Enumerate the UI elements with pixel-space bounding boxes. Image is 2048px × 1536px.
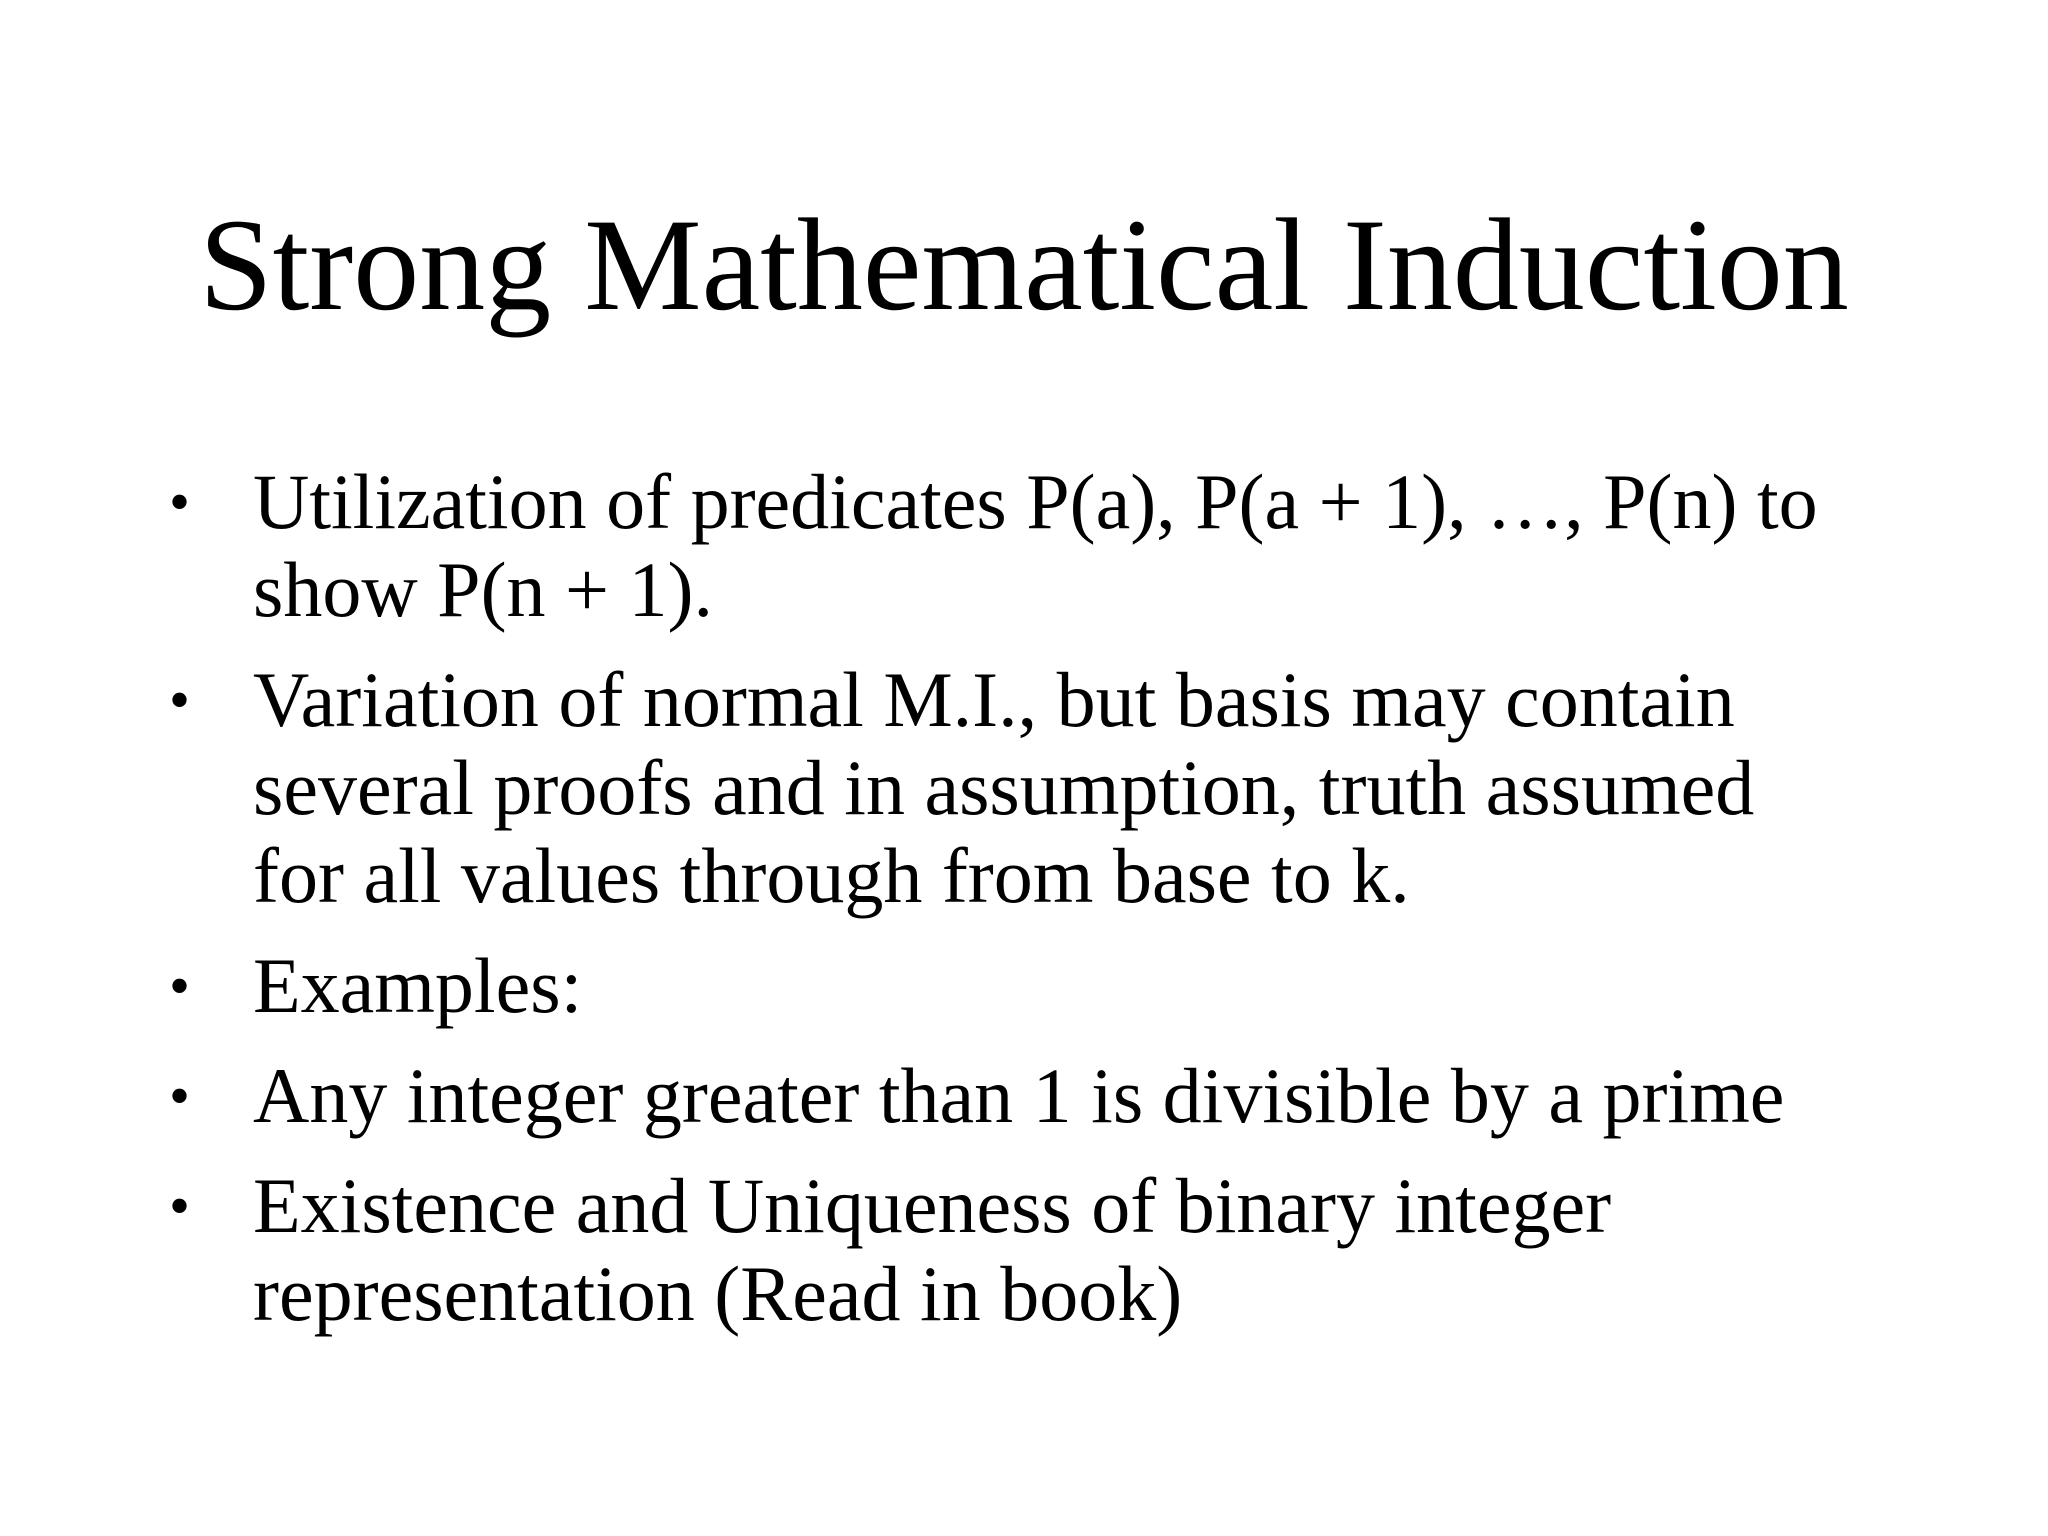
- bullet-item: [165, 1052, 1885, 1140]
- bullet-icon: •: [169, 667, 191, 733]
- bullet-line: Any integer greater than 1 is divisible by a prime: [253, 1052, 1785, 1139]
- bullet-icon: •: [169, 1173, 191, 1239]
- bullet-line: representation (Read in book): [253, 1250, 1183, 1337]
- bullet-line: Variation of normal M.I., but basis may contain: [253, 656, 1735, 743]
- bullet-icon: •: [169, 469, 191, 535]
- bullet-list: [165, 458, 1885, 1360]
- bullet-item: [165, 458, 1885, 634]
- bullet-line: Existence and Uniqueness of binary integer: [253, 1162, 1612, 1249]
- bullet-line: Utilization of predicates P(a), P(a + 1), …, P(n) to: [253, 458, 1818, 545]
- bullet-line: for all values through from base to k.: [253, 832, 1410, 919]
- bullet-icon: •: [169, 1063, 191, 1129]
- bullet-item: [165, 942, 1885, 1030]
- bullet-line: Examples:: [253, 942, 583, 1029]
- bullet-line: several proofs and in assumption, truth assumed: [253, 744, 1755, 831]
- bullet-item: [165, 656, 1885, 920]
- bullet-line: show P(n + 1).: [253, 546, 714, 633]
- slide-title: Strong Mathematical Induction: [199, 191, 1849, 338]
- bullet-item: [165, 1162, 1885, 1338]
- bullet-icon: •: [169, 953, 191, 1019]
